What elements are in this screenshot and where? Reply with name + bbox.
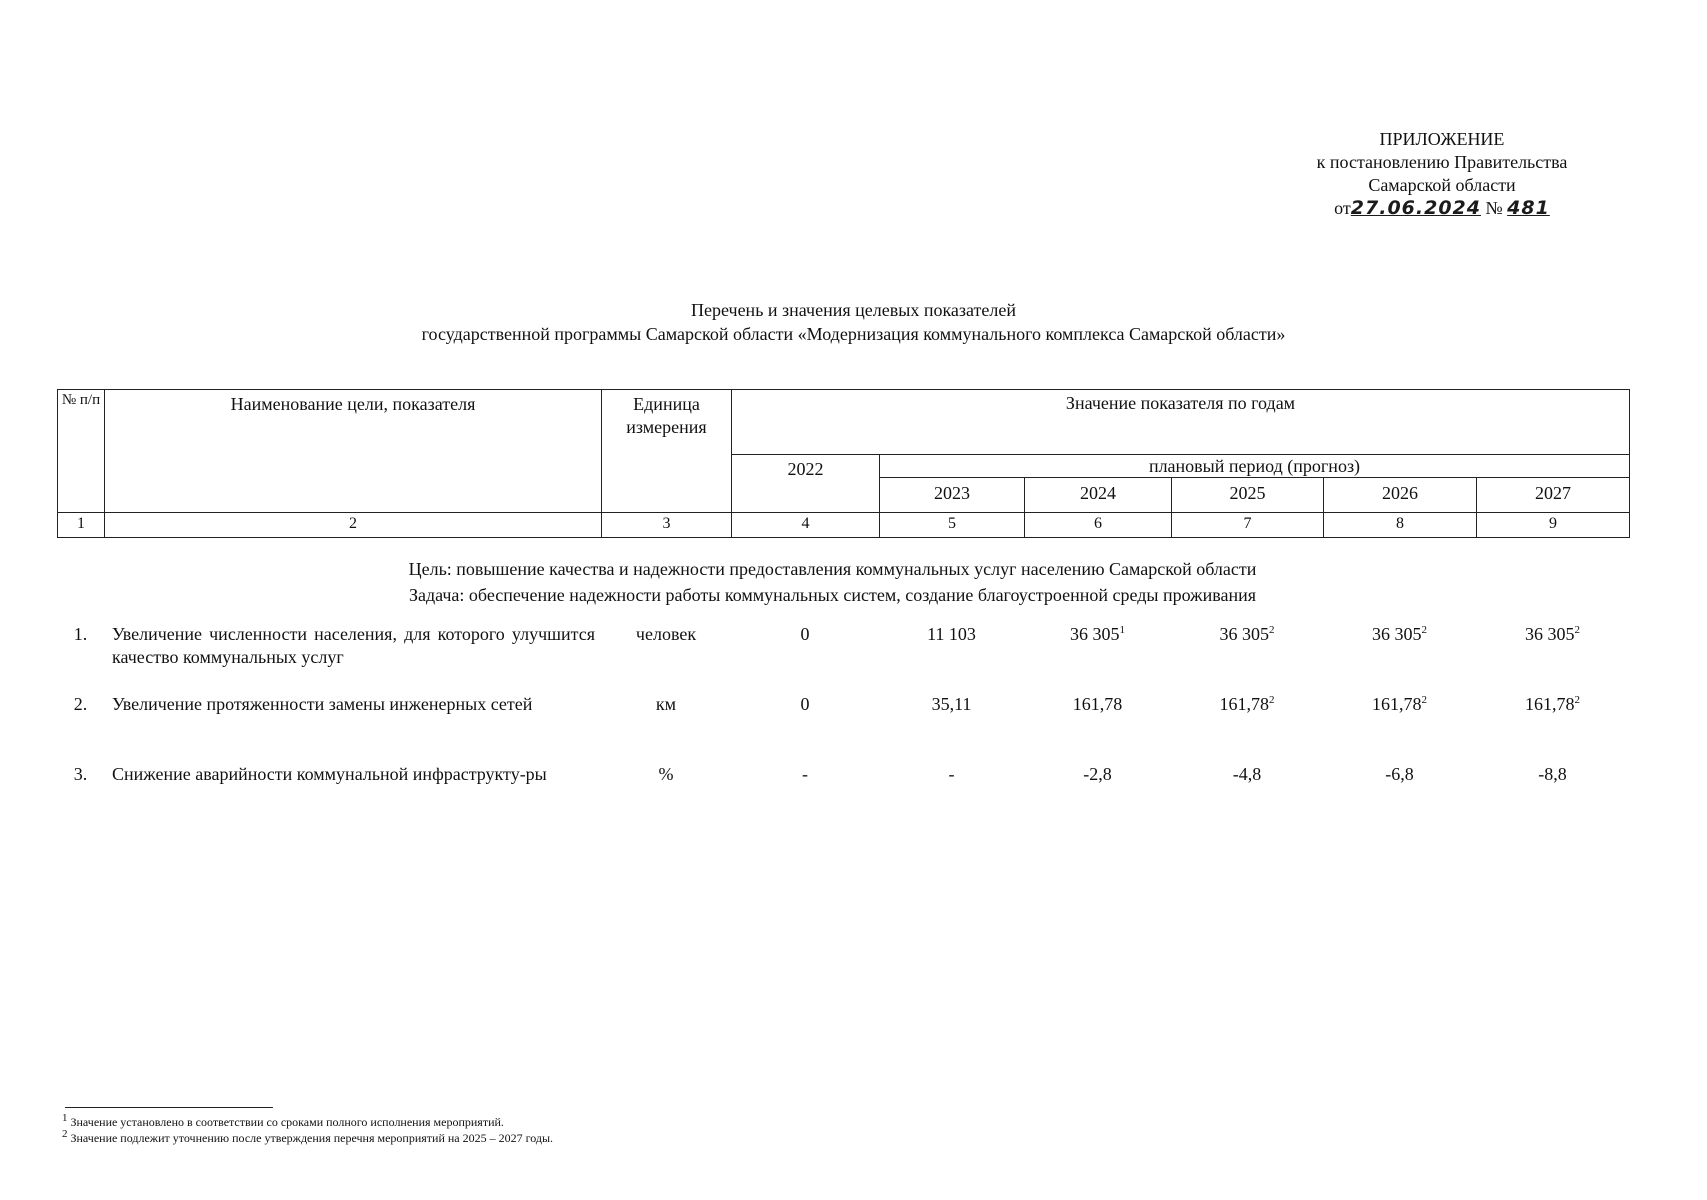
document-title [0, 298, 1707, 346]
row-number: 2. [73, 694, 88, 714]
footnote-2 [62, 1130, 553, 1146]
indicator-unit: % [658, 764, 674, 784]
column-index: 2 [105, 513, 602, 538]
column-index: 1 [58, 513, 105, 538]
value-text: 161,78 [1525, 694, 1575, 714]
footnote-text: Значение подлежит уточнению после утверждения перечня мероприятий на 2025 – 2027 годы. [70, 1131, 554, 1145]
col-header-values: Значение показателя по годам [732, 390, 1630, 455]
value-2027 [1476, 693, 1629, 763]
value-2022: - [802, 764, 808, 784]
value-2025 [1171, 693, 1323, 763]
footnote-mark: 1 [62, 1112, 68, 1124]
footnote-ref: 2 [1574, 624, 1580, 636]
footnote-ref: 2 [1421, 624, 1427, 636]
column-index: 8 [1324, 513, 1477, 538]
indicator-name: Увеличение численности населения, для которого улучшится качество коммунальных услуг [112, 624, 595, 667]
table-row [57, 623, 1629, 693]
value-2024: -2,8 [1083, 764, 1112, 784]
col-header-plan-period: плановый период (прогноз) [880, 455, 1630, 478]
col-header-number: № п/п [58, 390, 105, 513]
footnote-ref: 2 [1421, 694, 1427, 706]
footnote-mark: 2 [62, 1128, 68, 1140]
indicator-name: Увеличение протяженности замены инженерных сетей [112, 694, 533, 714]
col-header-year: 2026 [1324, 478, 1477, 513]
col-header-year: 2023 [880, 478, 1025, 513]
indicator-name: Снижение аварийности коммунальной инфраструкту-ры [112, 764, 547, 784]
document-title-line-2: государственной программы Самарской области «Модернизация коммунального комплекса Самарской области» [421, 324, 1286, 344]
footnote-ref: 1 [1119, 624, 1125, 636]
value-text: 161,78 [1219, 694, 1269, 714]
goal-text: Цель: повышение качества и надежности предоставления коммунальных услуг населению Самарской области [408, 559, 1257, 579]
appendix-date-line [1282, 197, 1602, 220]
footnote-text: Значение установлено в соответствии со сроками полного исполнения мероприятий. [70, 1115, 504, 1129]
value-text: 36 305 [1372, 624, 1422, 644]
col-header-unit: Единица измерения [602, 390, 732, 513]
footnote-ref: 2 [1269, 694, 1275, 706]
row-number: 1. [73, 624, 88, 644]
column-index: 7 [1172, 513, 1324, 538]
value-2022: 0 [800, 694, 810, 714]
value-2026 [1323, 623, 1476, 693]
date-prefix: от [1334, 198, 1351, 218]
value-2023: - [948, 764, 955, 784]
appendix-line-2: Самарской области [1368, 175, 1516, 195]
indicators-table-body [57, 623, 1629, 833]
value-text: 36 305 [1219, 624, 1269, 644]
indicator-unit: человек [635, 624, 697, 644]
table-row [57, 763, 1629, 833]
value-2023: 11 103 [927, 624, 976, 644]
column-index: 9 [1477, 513, 1630, 538]
col-header-name: Наименование цели, показателя [105, 390, 602, 513]
row-number: 3. [73, 764, 88, 784]
appendix-header [1282, 128, 1602, 220]
column-index: 4 [732, 513, 880, 538]
value-2027 [1476, 623, 1629, 693]
appendix-title: ПРИЛОЖЕНИЕ [1379, 129, 1505, 149]
indicators-table-header [57, 389, 1630, 538]
value-text: 36 305 [1070, 624, 1120, 644]
task-text: Задача: обеспечение надежности работы коммунальных систем, создание благоустроенной среды проживания [408, 585, 1257, 605]
indicator-unit: км [655, 694, 677, 714]
col-header-year-2022: 2022 [732, 455, 880, 513]
column-index: 3 [602, 513, 732, 538]
col-header-year: 2024 [1025, 478, 1172, 513]
handwritten-number: 481 [1507, 197, 1550, 219]
col-header-year: 2027 [1477, 478, 1630, 513]
value-text: 36 305 [1525, 624, 1575, 644]
number-sign: № [1485, 198, 1503, 218]
footnote-ref: 2 [1574, 694, 1580, 706]
value-2025 [1171, 623, 1323, 693]
column-index: 5 [880, 513, 1025, 538]
handwritten-date: 27.06.2024 [1350, 197, 1481, 219]
value-2025: -4,8 [1232, 764, 1262, 784]
value-2024: 161,78 [1072, 694, 1123, 714]
col-header-year: 2025 [1172, 478, 1324, 513]
value-text: 161,78 [1372, 694, 1422, 714]
footnote-ref: 2 [1269, 624, 1275, 636]
footnote-1 [62, 1114, 553, 1130]
column-index-row [58, 513, 1630, 538]
appendix-line-1: к постановлению Правительства [1316, 152, 1568, 172]
table-row [57, 693, 1629, 763]
value-2026 [1323, 693, 1476, 763]
value-2027: -8,8 [1538, 764, 1567, 784]
footnotes [62, 1114, 553, 1146]
column-index: 6 [1025, 513, 1172, 538]
value-2022: 0 [800, 624, 810, 644]
value-2026: -6,8 [1385, 764, 1414, 784]
value-2024 [1024, 623, 1171, 693]
footnote-separator [65, 1107, 273, 1108]
document-title-line-1: Перечень и значения целевых показателей [690, 300, 1017, 320]
value-2023: 35,11 [931, 694, 972, 714]
goal-block [0, 556, 1665, 608]
